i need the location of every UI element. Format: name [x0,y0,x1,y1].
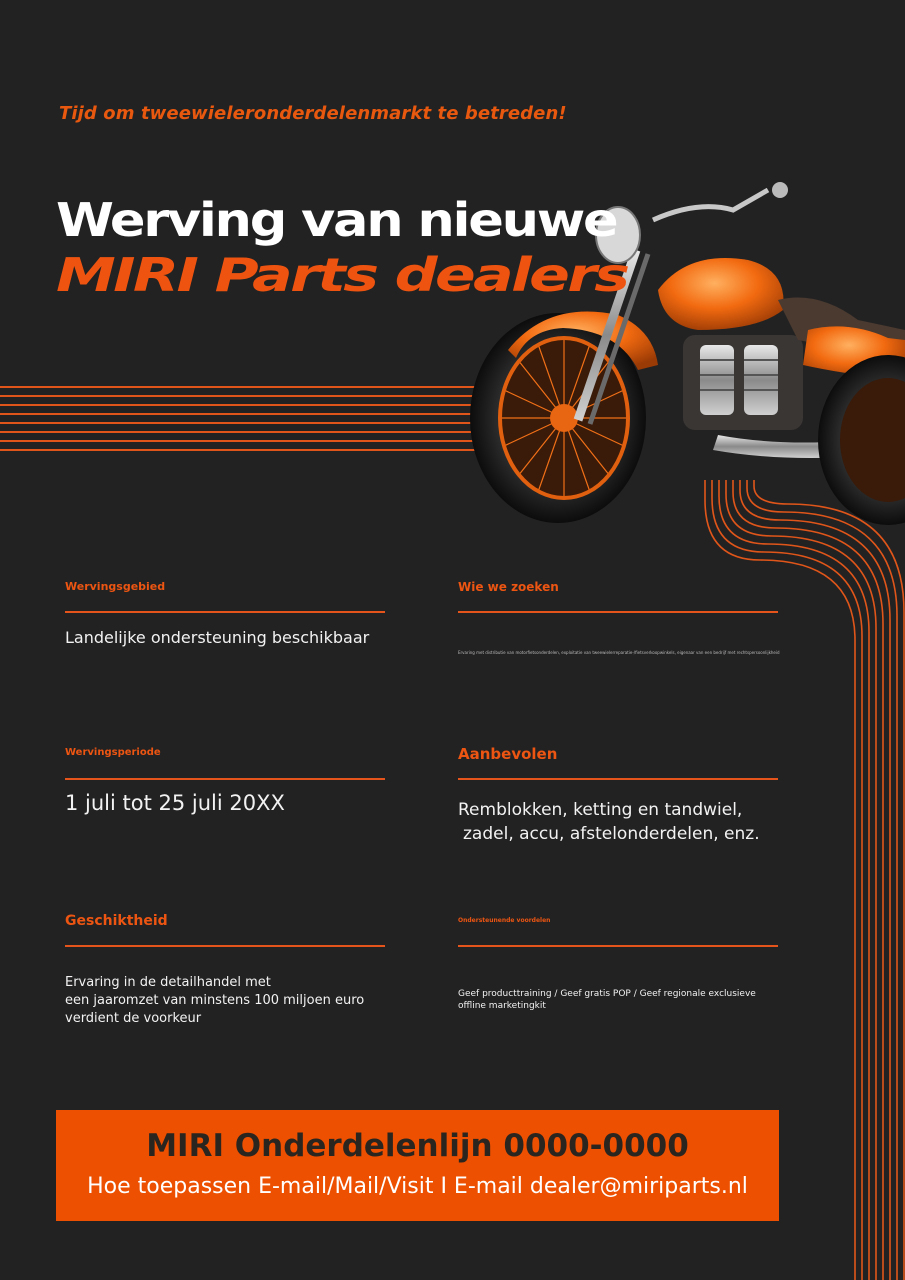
footer-banner [56,1110,779,1221]
section-heading: Wervingsgebied [65,580,166,593]
section-body: Ervaring met distributie van motorfietsonderdelen, exploitatie van tweewielerreparatie-/fietsverkoopwinkels, eigenaar van een bedrijf met rechtspersoonlijkheid [458,650,780,655]
footer-phone-line: MIRI Onderdelenlijn 0000-0000 [146,1128,689,1164]
decorative-stripes-curve [700,440,905,1280]
section-heading: Wervingsperiode [65,747,161,758]
body-line: een jaaromzet van minstens 100 miljoen euro [65,993,365,1008]
body-line: offline marketingkit [458,1001,546,1011]
tagline: Tijd om tweewieleronderdelenmarkt te betreden! [59,103,567,124]
section-body: 1 juli tot 25 juli 20XX [65,791,285,815]
section-heading: Ondersteunende voordelen [458,917,551,924]
footer-contact-line: Hoe toepassen E-mail/Mail/Visit I E-mail dealer@miriparts.nl [87,1174,748,1199]
section-body [65,974,364,1028]
decorative-stripes-left [0,386,520,458]
section-recruitment-area [65,580,385,647]
body-line: verdient de voorkeur [65,1011,202,1026]
section-divider [65,945,385,947]
body-line: Ervaring in de detailhandel met [65,975,271,990]
section-divider [65,778,385,780]
title-line-1: Werving van nieuwe [56,193,617,247]
section-heading: Aanbevolen [458,745,558,763]
title-line-2: MIRI Parts dealers [56,248,628,302]
section-eligibility [65,913,385,1026]
body-line: zadel, accu, afstelonderdelen, enz. [463,824,760,844]
section-body: Landelijke ondersteuning beschikbaar [65,628,370,647]
body-line: Geef producttraining / Geef gratis POP / Geef regionale exclusieve [458,989,756,999]
section-divider [65,611,385,613]
body-line: Remblokken, ketting en tandwiel, [458,800,743,820]
section-heading: Geschiktheid [65,913,168,929]
section-recruitment-period [65,747,385,815]
section-heading: Wie we zoeken [458,580,559,594]
